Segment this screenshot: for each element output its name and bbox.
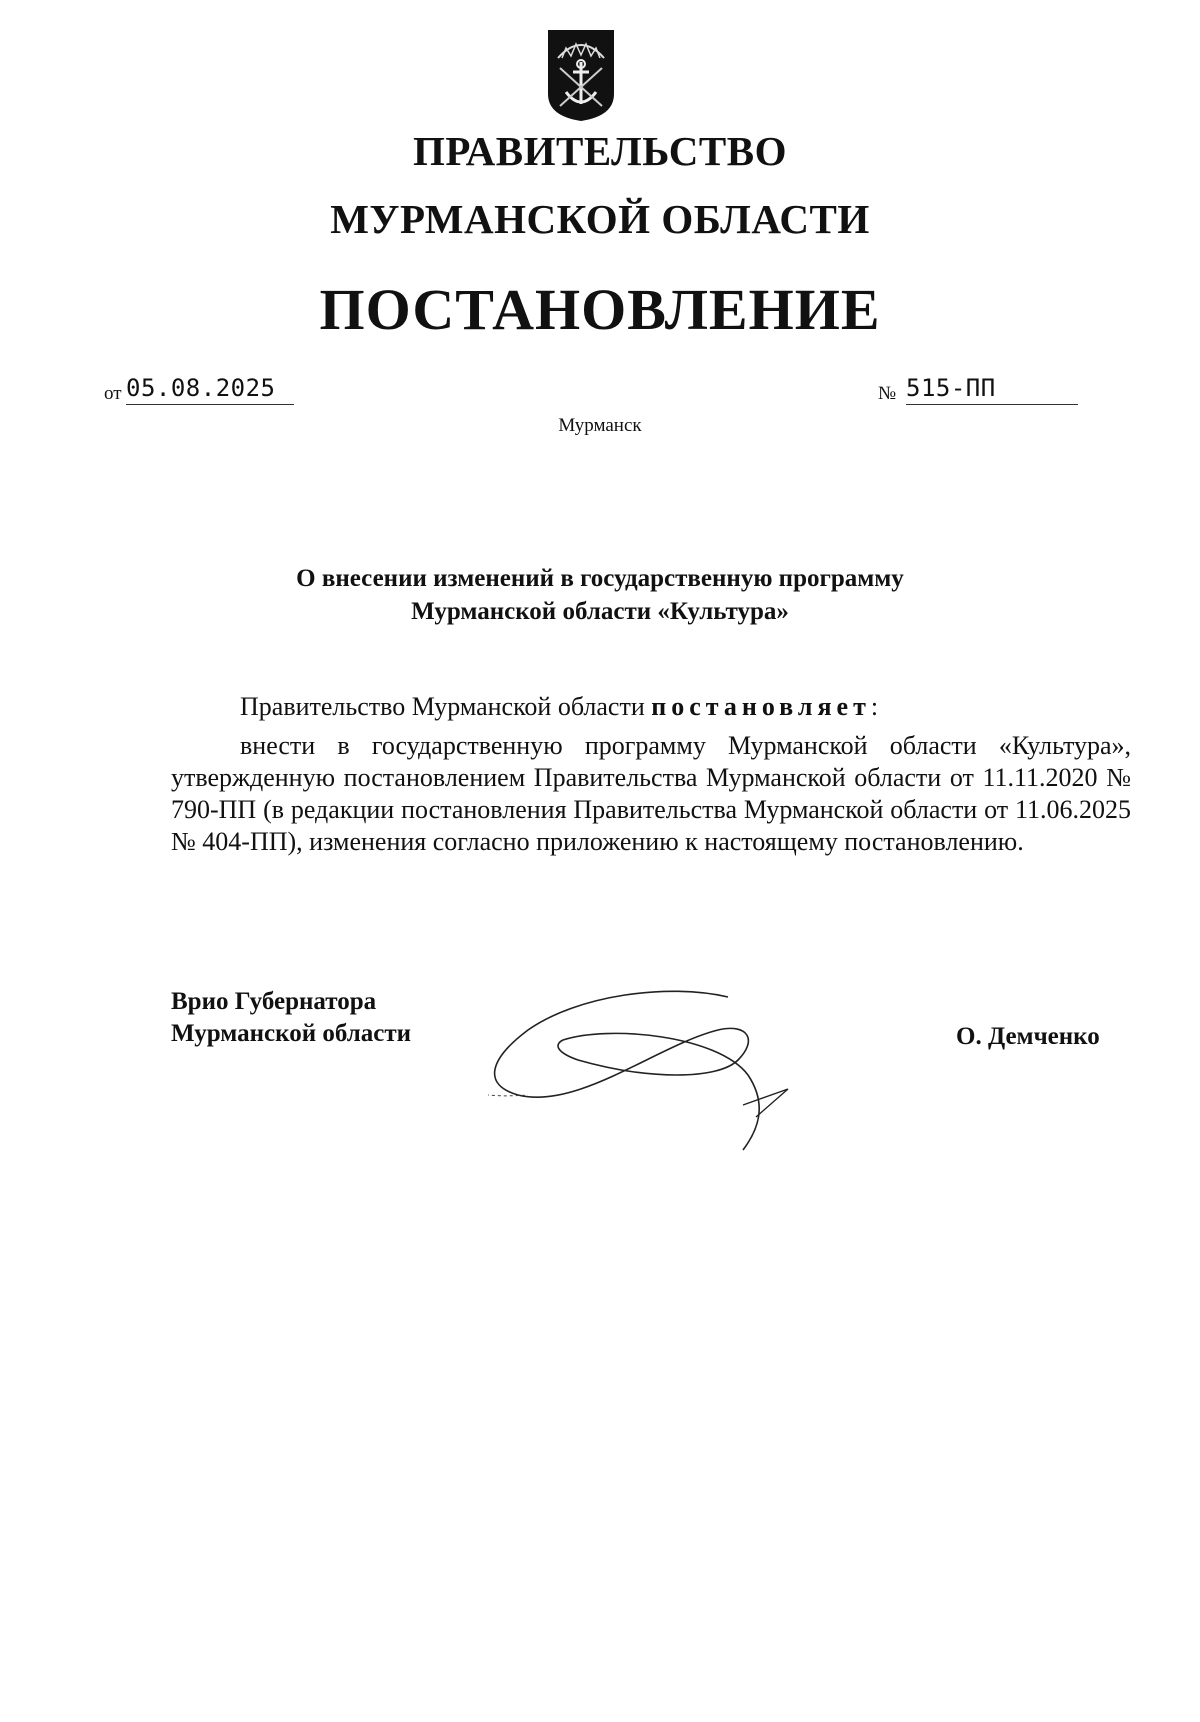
document-date bbox=[104, 374, 294, 410]
date-underline bbox=[126, 404, 294, 405]
number-prefix: № bbox=[878, 383, 897, 404]
document-number bbox=[878, 374, 1078, 410]
murmansk-coat-of-arms-icon bbox=[546, 28, 616, 123]
signatory-title-line1: Врио Губернатора bbox=[171, 988, 377, 1015]
document-type: ПОСТАНОВЛЕНИЕ bbox=[319, 277, 881, 342]
signatory-name: О. Демченко bbox=[956, 1023, 1100, 1050]
organization-name-line1: ПРАВИТЕЛЬСТВО bbox=[412, 128, 788, 174]
city-name: Мурманск bbox=[558, 415, 642, 436]
date-value: 05.08.2025 bbox=[126, 374, 276, 402]
subject-line1: О внесении изменений в государственную программу bbox=[296, 565, 904, 592]
number-value: 515-ПП bbox=[906, 374, 996, 402]
intro-text: Правительство Мурманской области bbox=[240, 692, 645, 721]
date-prefix: от bbox=[104, 383, 122, 404]
signatory-title-line2: Мурманской области bbox=[171, 1020, 412, 1047]
number-underline bbox=[906, 404, 1078, 405]
intro-line bbox=[240, 692, 878, 722]
body-paragraph: внести в государственную программу Мурманской области «Культура», утвержденную постановлением Правительства Мурманской области от 11.11.2020 № 790-ПП (в редакции постановления Правительства Мурманской области от 11.06.2025 № 404-ПП), изменения согласно приложению к настоящему постановлению. bbox=[171, 731, 1131, 856]
handwritten-signature-icon bbox=[488, 985, 848, 1155]
organization-name-line2: МУРМАНСКОЙ ОБЛАСТИ bbox=[330, 196, 870, 242]
intro-decree-word: постановляет bbox=[651, 692, 871, 721]
subject-line2: Мурманской области «Культура» bbox=[411, 598, 789, 625]
intro-colon: : bbox=[870, 692, 879, 721]
